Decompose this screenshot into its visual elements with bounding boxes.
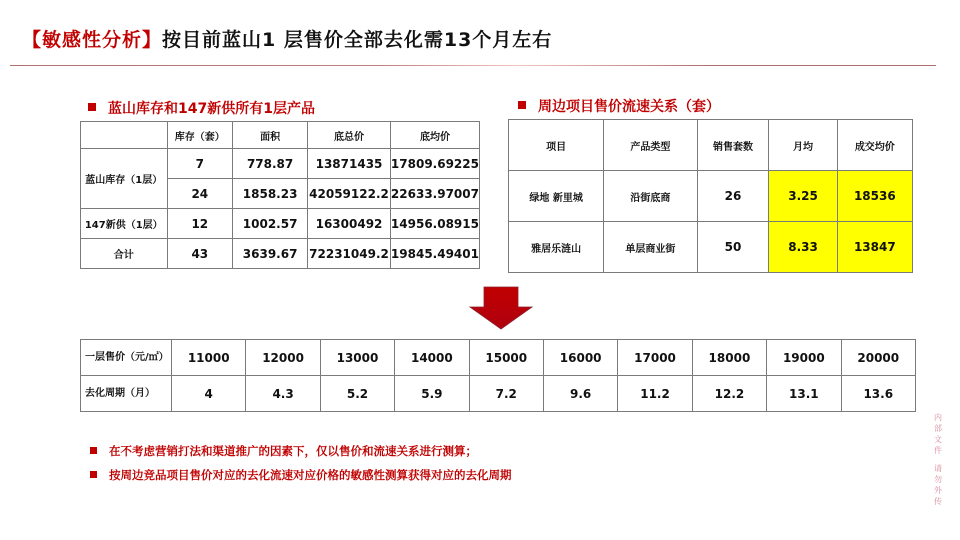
header-cell <box>81 122 168 149</box>
table-header-row <box>81 122 480 149</box>
section-heading-right-text: 周边项目售价流速关系（套） <box>538 99 720 115</box>
row-label: 蓝山库存（1层） <box>81 149 168 209</box>
watermark-char: 内 <box>934 413 942 422</box>
header-cell: 面积 <box>233 122 308 149</box>
table-cell: 14956.08915 <box>390 209 479 239</box>
header-cell: 库存（套） <box>167 122 233 149</box>
table-cell: 778.87 <box>233 149 308 179</box>
bullet-square-icon <box>88 103 96 111</box>
table-cell: 17809.69225 <box>390 149 479 179</box>
header-cell: 月均 <box>769 120 837 171</box>
months-cell: 9.6 <box>543 376 617 412</box>
months-row <box>81 376 916 412</box>
title-divider <box>10 65 936 66</box>
table-header-row <box>509 120 913 171</box>
price-cell: 11000 <box>172 340 246 376</box>
table-cell: 24 <box>167 179 233 209</box>
header-cell: 产品类型 <box>604 120 697 171</box>
average-price: 13847 <box>837 222 912 273</box>
project-name: 雅居乐涟山 <box>509 222 604 273</box>
bullet-square-icon <box>518 101 526 109</box>
table-row <box>81 209 480 239</box>
note-item <box>90 467 512 491</box>
table-cell: 19845.49401 <box>390 239 479 269</box>
table-row <box>509 171 913 222</box>
note-item <box>90 443 512 467</box>
title-tag: 【敏感性分析】 <box>22 29 163 51</box>
note-text: 按周边竞品项目售价对应的去化流速对应价格的敏感性测算获得对应的去化周期 <box>109 468 512 482</box>
watermark-char: 文 <box>934 435 942 444</box>
price-cell: 17000 <box>618 340 692 376</box>
price-cell: 16000 <box>543 340 617 376</box>
table-cell: 12 <box>167 209 233 239</box>
project-name: 绿地 新里城 <box>509 171 604 222</box>
header-cell: 底均价 <box>390 122 479 149</box>
months-cell: 13.1 <box>767 376 841 412</box>
page-title <box>22 25 552 52</box>
price-cell: 14000 <box>395 340 469 376</box>
price-cell: 20000 <box>841 340 915 376</box>
note-text: 在不考虑营销打法和渠道推广的因素下，仅以售价和流速关系进行测算； <box>109 444 477 458</box>
months-cell: 4.3 <box>246 376 320 412</box>
table-cell: 13871435 <box>308 149 391 179</box>
row-label: 合计 <box>81 239 168 269</box>
sensitivity-table <box>80 339 916 412</box>
table-row-total <box>81 239 480 269</box>
section-heading-left-text: 蓝山库存和147新供所有1层产品 <box>108 101 315 117</box>
watermark-char: 勿 <box>934 475 942 484</box>
notes-list <box>90 443 512 491</box>
table-cell: 43 <box>167 239 233 269</box>
average-price: 18536 <box>837 171 912 222</box>
row-label: 一层售价（元/㎡） <box>81 340 172 376</box>
table-cell: 3639.67 <box>233 239 308 269</box>
header-cell: 成交均价 <box>837 120 912 171</box>
header-cell: 项目 <box>509 120 604 171</box>
table-cell: 22633.97007 <box>390 179 479 209</box>
inventory-table <box>80 121 480 269</box>
watermark-char: 外 <box>934 486 942 495</box>
watermark-char: 传 <box>934 497 942 506</box>
table-cell: 1002.57 <box>233 209 308 239</box>
down-arrow-icon <box>466 285 536 331</box>
units-sold: 50 <box>697 222 769 273</box>
table-cell: 16300492 <box>308 209 391 239</box>
section-heading-right <box>518 96 720 116</box>
table-cell: 72231049.2 <box>308 239 391 269</box>
bullet-square-icon <box>90 471 97 478</box>
row-label: 去化周期（月） <box>81 376 172 412</box>
price-cell: 18000 <box>692 340 766 376</box>
table-cell: 7 <box>167 149 233 179</box>
watermark-char: 请 <box>934 464 942 473</box>
price-cell: 15000 <box>469 340 543 376</box>
product-type: 单层商业街 <box>604 222 697 273</box>
watermark-char: 件 <box>934 446 942 455</box>
product-type: 沿街底商 <box>604 171 697 222</box>
price-row <box>81 340 916 376</box>
units-sold: 26 <box>697 171 769 222</box>
months-cell: 11.2 <box>618 376 692 412</box>
table-cell: 42059122.2 <box>308 179 391 209</box>
months-cell: 7.2 <box>469 376 543 412</box>
table-row <box>509 222 913 273</box>
header-cell: 底总价 <box>308 122 391 149</box>
confidential-watermark <box>931 412 945 507</box>
monthly-average: 8.33 <box>769 222 837 273</box>
price-cell: 19000 <box>767 340 841 376</box>
months-cell: 5.2 <box>320 376 394 412</box>
price-cell: 13000 <box>320 340 394 376</box>
table-row <box>81 149 480 179</box>
row-label: 147新供（1层） <box>81 209 168 239</box>
months-cell: 5.9 <box>395 376 469 412</box>
table-cell: 1858.23 <box>233 179 308 209</box>
header-cell: 销售套数 <box>697 120 769 171</box>
price-cell: 12000 <box>246 340 320 376</box>
watermark-char: 部 <box>934 424 942 433</box>
months-cell: 13.6 <box>841 376 915 412</box>
section-heading-left <box>88 98 315 118</box>
monthly-average: 3.25 <box>769 171 837 222</box>
title-main: 按目前蓝山1 层售价全部去化需13个月左右 <box>162 29 553 51</box>
bullet-square-icon <box>90 447 97 454</box>
watermark-gap <box>931 456 945 463</box>
months-cell: 12.2 <box>692 376 766 412</box>
competitor-table <box>508 119 913 273</box>
months-cell: 4 <box>172 376 246 412</box>
